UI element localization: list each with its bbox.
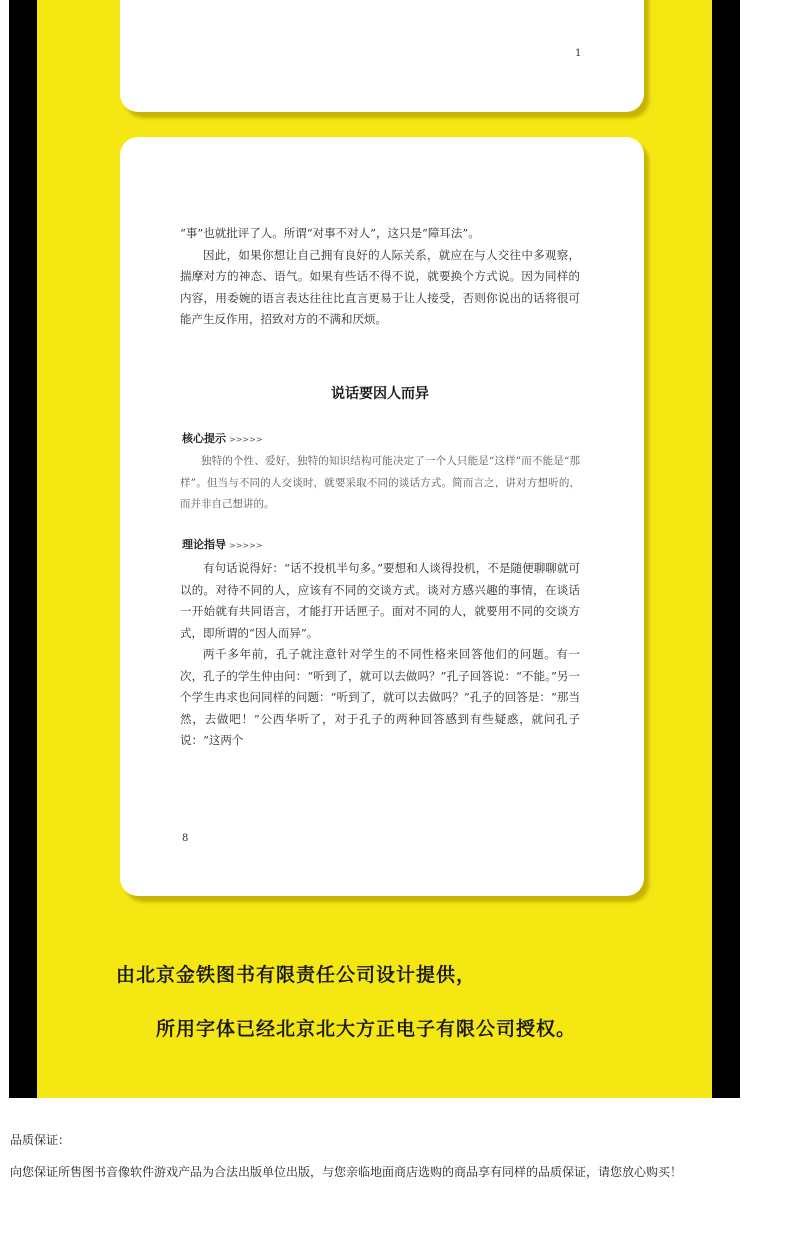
paragraph: 因此，如果你想让自己拥有良好的人际关系，就应在与人交往中多观察，揣摩对方的神态、语气。如果有些话不得不说，就要换个方式说。因为同样的内容，用委婉的语言表达往往比直言更易于让人接受，否则你说出的话将很可能产生反作用，招致对方的不满和厌烦。 <box>180 247 580 326</box>
book-page-1 <box>120 0 644 112</box>
promo-banner <box>9 0 740 1098</box>
quality-body: 向您保证所售图书音像软件游戏产品为合法出版单位出版，与您亲临地面商店选购的商品享有同样的品质保证，请您放心购买！ <box>10 1165 683 1179</box>
paragraph: 有句话说得好：“话不投机半句多。”要想和人谈得投机，不是随便聊聊就可以的。对待不同的人，应该有不同的交谈方式。谈对方感兴趣的事情，在谈话一开始就有共同语言，才能打开话匣子。面对不同的人，就要用不同的交谈方式，即所谓的“因人而异”。 <box>180 561 580 640</box>
theory-guide-label-text: 理论指导 <box>182 538 226 551</box>
page-number: 1 <box>575 48 582 59</box>
page-number: 8 <box>182 833 189 844</box>
arrows-icon: >>>>> <box>229 541 263 550</box>
section-heading: 说话要因人而异 <box>331 386 429 402</box>
quality-title: 品质保证： <box>10 1133 71 1147</box>
credit-line-1: 由北京金铁图书有限责任公司设计提供， <box>116 964 477 986</box>
intro-text <box>180 223 580 331</box>
paragraph: 两千多年前，孔子就注意针对学生的不同性格来回答他们的问题。有一次，孔子的学生仲由问：“听到了，就可以去做吗？”孔子回答说：“不能。”另一个学生冉求也问同样的问题：“听到了，就可以去做吗？”孔子的回答是：“那当然，去做吧！”公西华听了，对于孔子的两种回答感到有些疑惑，就问孔子说：“这两个 <box>180 647 580 747</box>
book-page-8 <box>120 137 644 896</box>
core-tip-text <box>180 451 580 516</box>
theory-guide-label <box>182 536 263 552</box>
theory-guide-text <box>180 558 580 752</box>
paragraph: 独特的个性、爱好，独特的知识结构可能决定了一个人只能是“这样”而不能是“那样”。但当与不同的人交谈时，就要采取不同的谈话方式。简而言之，讲对方想听的，而并非自己想讲的。 <box>180 455 580 510</box>
arrows-icon: >>>>> <box>229 435 263 444</box>
paragraph: “事”也就批评了人。所谓“对事不对人”，这只是“障耳法”。 <box>180 226 480 240</box>
yellow-background <box>37 0 712 1098</box>
core-tip-label-text: 核心提示 <box>182 432 226 445</box>
core-tip-label <box>182 430 263 446</box>
credit-line-2: 所用字体已经北京北大方正电子有限公司授权。 <box>156 1018 577 1040</box>
